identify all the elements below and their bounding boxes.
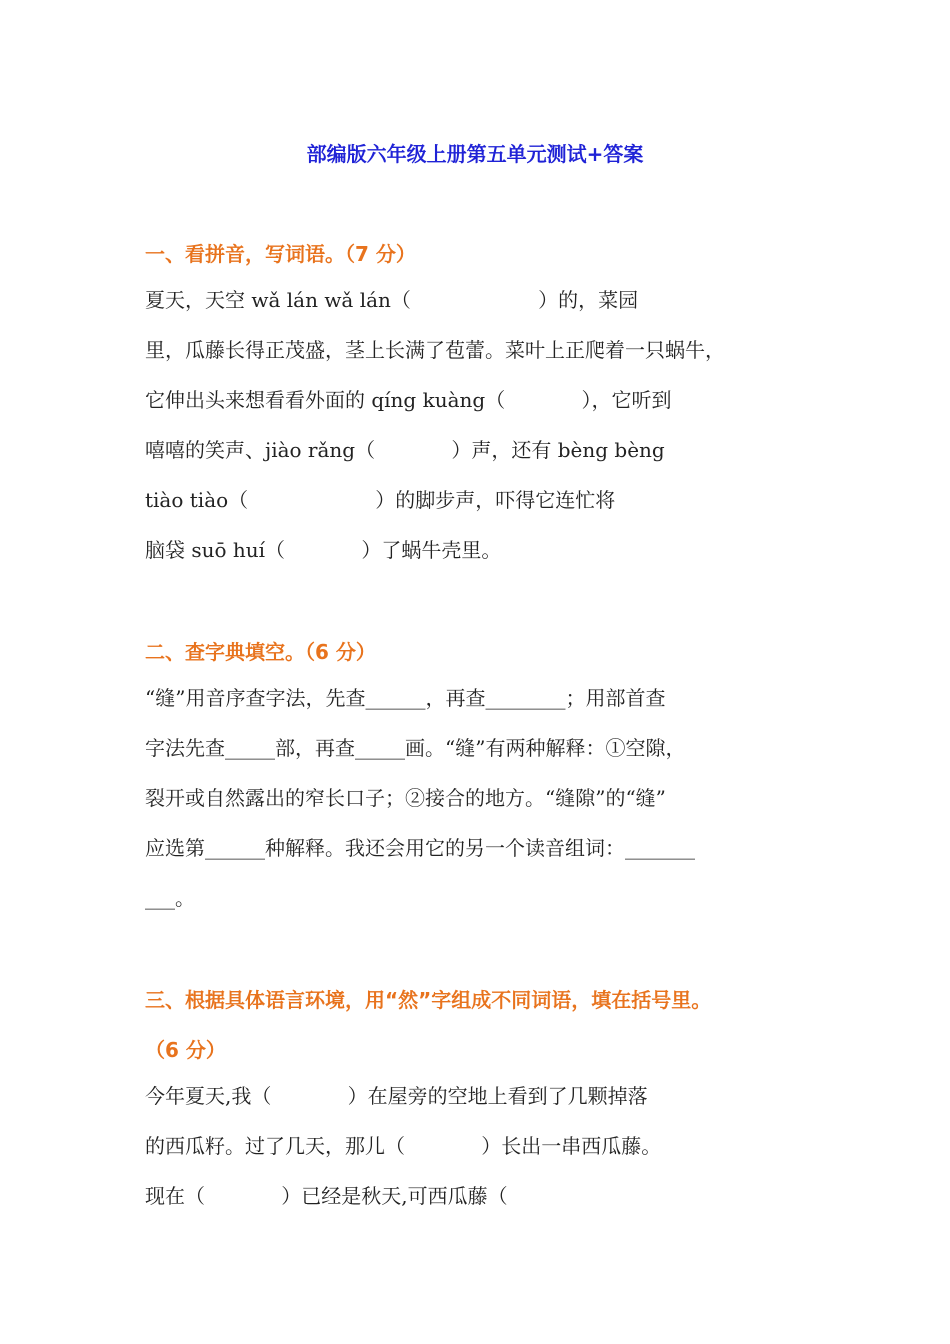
section-2-line-3: 裂开或自然露出的窄长口子；②接合的地方。“缝隙”的“缝” [145,786,666,810]
section-1-line-4: 嘻嘻的笑声、jiào rǎng（ ）声，还有 bèng bèng [145,438,665,462]
section-3-line-1: 今年夏天,我（ ）在屋旁的空地上看到了几颗掉落 [145,1084,648,1108]
section-2-heading: 二、查字典填空。（6 分） [145,640,376,664]
section-1-line-2: 里，瓜藤长得正茂盛，茎上长满了苞蕾。菜叶上正爬着一只蜗牛， [145,338,725,362]
section-3-heading: 三、根据具体语言环境，用“然”字组成不同词语，填在括号里。 [145,988,712,1012]
section-1-line-6: 脑袋 suō huí（ ）了蜗牛壳里。 [145,538,502,562]
section-2-line-5: ___。 [145,886,195,910]
section-3-line-3: 现在（ ）已经是秋天,可西瓜藤（ [145,1184,508,1208]
section-1-heading: 一、看拼音，写词语。（7 分） [145,242,416,266]
document-title: 部编版六年级上册第五单元测试+答案 [306,142,644,166]
section-1-line-5: tiào tiào（ ）的脚步声，吓得它连忙将 [145,488,616,512]
section-1-line-1: 夏天，天空 wǎ lán wǎ lán（ ）的，菜园 [145,288,639,312]
section-1-line-3: 它伸出头来想看看外面的 qíng kuàng（ ），它听到 [145,388,672,412]
section-2-line-1: “缝”用音序查字法，先查______，再查________；用部首查 [145,686,666,710]
section-3-heading-continued: （6 分） [145,1038,226,1062]
section-2-line-2: 字法先查_____部，再查_____画。“缝”有两种解释：①空隙， [145,736,686,760]
section-3-line-2: 的西瓜籽。过了几天，那儿（ ）长出一串西瓜藤。 [145,1134,662,1158]
section-2-line-4: 应选第______种解释。我还会用它的另一个读音组词：_______ [145,836,695,860]
